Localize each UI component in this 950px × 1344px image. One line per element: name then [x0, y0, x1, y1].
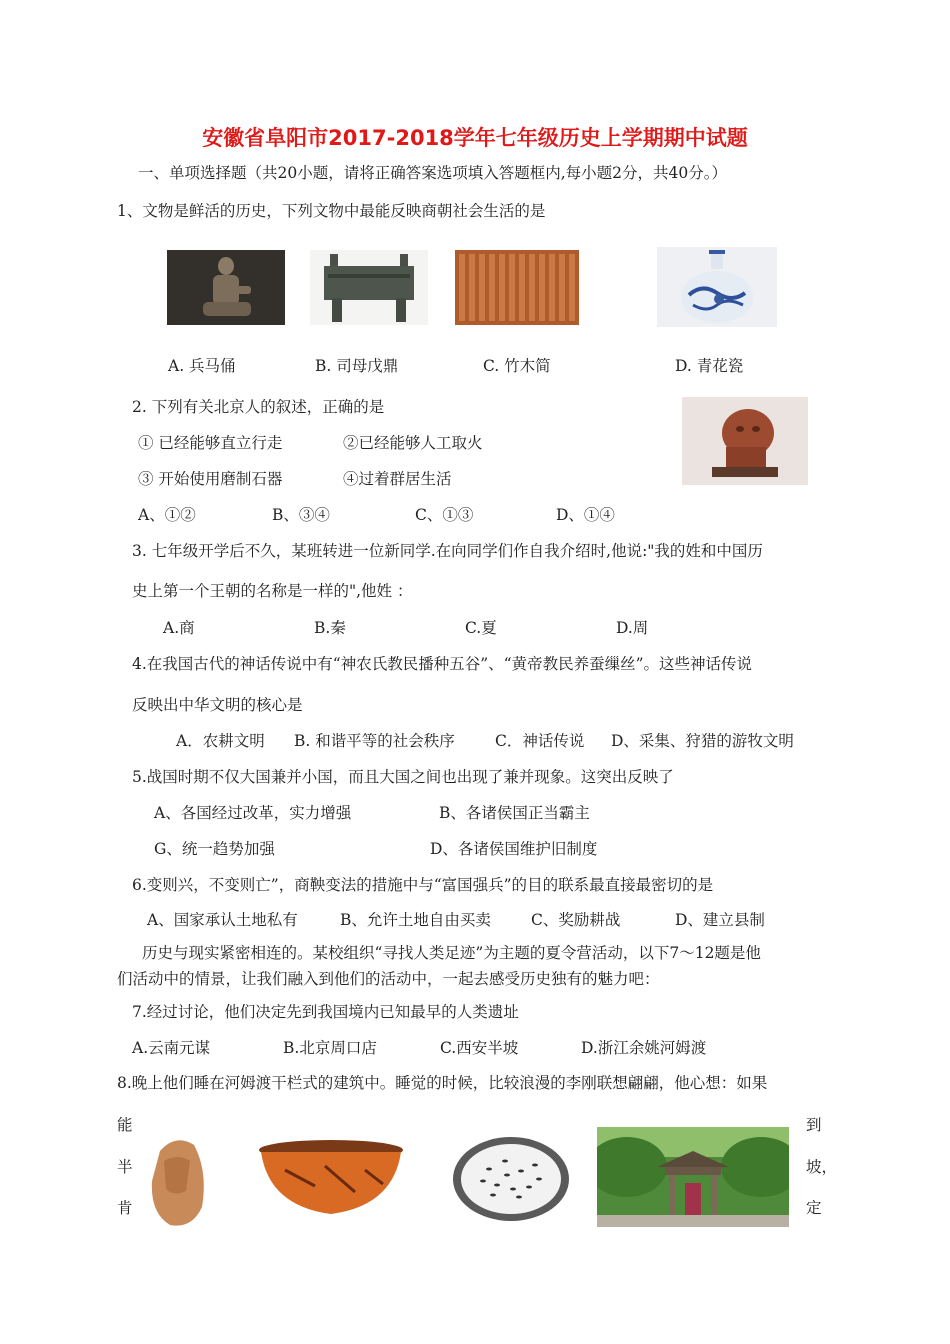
q8-left-char-2: 半: [117, 1158, 133, 1176]
q1-option-a: A. 兵马俑: [168, 357, 236, 375]
intro-line-1: 历史与现实紧密相连的。某校组织“寻找人类足迹”为主题的夏令营活动，以下7～12题是他: [142, 944, 761, 962]
question-3-line-2: 史上第一个王朝的名称是一样的",他姓 ：: [132, 582, 413, 600]
q8-right-char-2: 坡，: [806, 1158, 838, 1176]
q2-item-2: ②已经能够人工取火: [343, 434, 483, 452]
q6-option-a: A、国家承认土地私有: [147, 911, 298, 929]
q5-option-c: G、统一趋势加强: [154, 840, 275, 858]
q2-option-b: B、③④: [272, 506, 330, 524]
question-5-stem: 5.战国时期不仅大国兼并小国，而且大国之间也出现了兼并现象。这突出反映了: [132, 768, 674, 786]
q1-option-b: B. 司母戊鼎: [315, 357, 399, 375]
q6-option-b: B、允许土地自由买卖: [340, 911, 491, 929]
q5-option-a: A、各国经过改革，实力增强: [154, 804, 352, 822]
q3-option-c: C.夏: [465, 619, 497, 637]
painted-pottery-bowl-image: [255, 1136, 407, 1218]
question-4-line-1: 4.在我国古代的神话传说中有“神农氏教民播种五谷”、“黄帝教民养蚕缫丝”。这些神话传说: [132, 655, 752, 673]
question-2-stem: 2. 下列有关北京人的叙述，正确的是: [132, 398, 385, 416]
blue-white-porcelain-image: [657, 247, 777, 327]
q6-option-d: D、建立县制: [675, 911, 765, 929]
question-8-stem: 8.晚上他们睡在河姆渡干栏式的建筑中。睡觉的时候，比较浪漫的李刚联想翩翩，他心想：如果: [117, 1074, 768, 1092]
q1-option-c: C. 竹木简: [483, 357, 551, 375]
q5-option-d: D、各诸侯国维护旧制度: [430, 840, 598, 858]
q1-option-d: D. 青花瓷: [675, 357, 744, 375]
terracotta-warrior-image: [167, 250, 285, 325]
q7-option-b: B.北京周口店: [283, 1039, 377, 1057]
question-1-stem: 1、文物是鲜活的历史，下列文物中最能反映商朝社会生活的是: [117, 202, 546, 220]
q4-option-a: A．农耕文明: [176, 732, 265, 750]
q2-option-a: A、①②: [138, 506, 196, 524]
q2-item-3: ③ 开始使用磨制石器: [138, 470, 283, 488]
q2-item-4: ④过着群居生活: [343, 470, 452, 488]
q7-option-c: C.西安半坡: [440, 1039, 519, 1057]
q4-option-c: C．神话传说: [495, 732, 585, 750]
q8-right-char-1: 到: [806, 1116, 822, 1134]
q2-item-1: ① 已经能够直立行走: [138, 434, 283, 452]
section-heading: 一、单项选择题（共20小题，请将正确答案选项填入答题框内,每小题2分，共40分。）: [138, 164, 727, 182]
q7-option-d: D.浙江余姚河姆渡: [581, 1039, 707, 1057]
rice-grains-plate-image: [449, 1131, 573, 1225]
question-3-line-1: 3. 七年级开学后不久，某班转进一位新同学.在向同学们作自我介绍时,他说:"我的姓和中国历: [132, 542, 763, 560]
question-4-line-2: 反映出中华文明的核心是: [132, 696, 303, 714]
q2-option-d: D、①④: [556, 506, 615, 524]
intro-line-2: 们活动中的情景，让我们融入到他们的活动中，一起去感受历史独有的魅力吧：: [117, 970, 660, 988]
q8-left-char-1: 能: [117, 1116, 133, 1134]
q7-option-a: A.云南元谋: [132, 1039, 211, 1057]
q3-option-b: B.秦: [314, 619, 346, 637]
q4-option-b: B. 和谐平等的社会秩序: [294, 732, 455, 750]
pavilion-landscape-image: [597, 1127, 789, 1227]
q8-right-char-3: 定: [806, 1199, 822, 1217]
q6-option-c: C、奖励耕战: [531, 911, 621, 929]
simuwu-ding-image: [310, 250, 428, 325]
q3-option-d: D.周: [616, 619, 649, 637]
page-title: 安徽省阜阳市2017-2018学年七年级历史上学期期中试题: [202, 126, 748, 150]
q5-option-b: B、各诸侯国正当霸主: [439, 804, 590, 822]
question-6-stem: 6.变则兴，不变则亡”，商鞅变法的措施中与“富国强兵”的目的联系最直接最密切的是: [132, 876, 714, 894]
q8-left-char-3: 肯: [117, 1199, 133, 1217]
q4-option-d: D、采集、狩猎的游牧文明: [611, 732, 794, 750]
peking-man-bust-image: [682, 397, 808, 485]
stone-tool-image: [146, 1131, 212, 1233]
q3-option-a: A.商: [163, 619, 195, 637]
q2-option-c: C、①③: [415, 506, 474, 524]
bamboo-slips-image: [455, 250, 579, 325]
question-7-stem: 7.经过讨论，他们决定先到我国境内已知最早的人类遗址: [132, 1003, 519, 1021]
